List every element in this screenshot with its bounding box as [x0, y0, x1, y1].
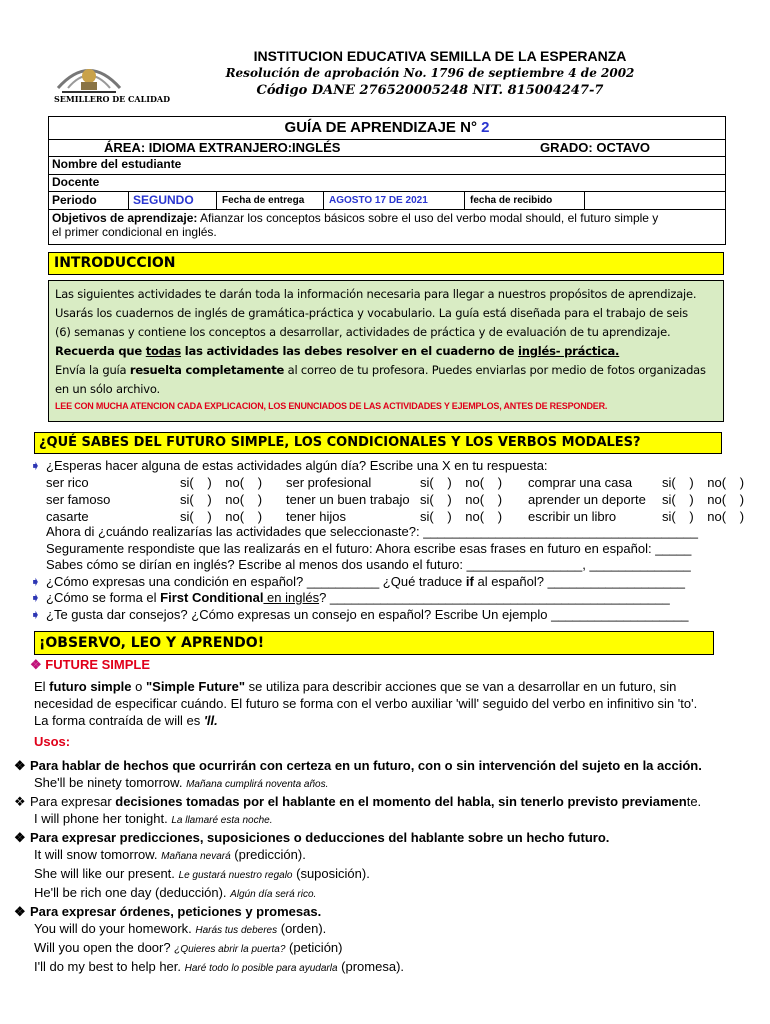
uso-3-example-2: She will like our present. Le gustará nuestro regalo (suposición).: [34, 866, 370, 881]
activities-col-2: ser profesional tener un buen trabajo tener hijos: [286, 475, 410, 524]
usos-list: [14, 757, 754, 977]
quiz-q1: ➧ ¿Esperas hacer alguna de estas actividades algún día? Escribe una X en tu respuesta:: [30, 458, 548, 473]
observo-heading: ¡OBSERVO, LEO Y APRENDO!: [39, 635, 265, 651]
intro-remember: Recuerda que todas las actividades las debes resolver en el cuaderno de inglés- práctica.: [55, 344, 620, 358]
quiz-q3: ➧ ¿Cómo se forma el First Conditional en inglés? _______________________________________________: [30, 590, 670, 605]
intro-warning: LEE CON MUCHA ATENCION CADA EXPLICACION, LOS ENUNCIADOS DE LAS ACTIVIDADES Y EJEMPLOS, ANTES DE RESPONDER.: [55, 401, 608, 411]
arrow-bullet-icon: ➧: [30, 590, 41, 605]
quiz-seguramente: Seguramente respondiste que las realizarás en el futuro: Ahora escribe esas frases en futuro en español: _____: [46, 541, 692, 556]
guide-number: 2: [481, 119, 490, 136]
student-name-label: Nombre del estudiante: [52, 157, 182, 171]
guide-title-cell: [48, 116, 726, 140]
intro-heading: INTRODUCCION: [54, 255, 176, 271]
uso-3-example-1: It will snow tomorrow. Mañana nevará (predicción).: [34, 847, 306, 862]
intro-send: Envía la guía resuelta completamente al correo de tu profesora. Puedes enviarlas por medio de fotos organizadas: [55, 363, 706, 377]
uso-2-example: I will phone her tonight. La llamaré esta noche.: [34, 811, 273, 826]
resolution-line: Resolución de aprobación No. 1796 de septiembre 4 de 2002: [225, 66, 635, 80]
quiz-ahora: Ahora di ¿cuándo realizarías las actividades que seleccionaste?: ______________________________________: [46, 524, 698, 539]
uso-4-example-2: Will you open the door? ¿Quieres abrir la puerta? (petición): [34, 940, 343, 955]
activities-col-2-answers[interactable]: si( ) no( ) si( ) no( ) si( ) no( ): [420, 475, 503, 524]
usos-label: Usos:: [34, 734, 71, 749]
intro-line-3: (6) semanas y contiene los conceptos a desarrollar, actividades de práctica y de evaluación de tu aprendizaje.: [55, 325, 671, 339]
received-date-label: fecha de recibido: [470, 195, 553, 206]
intro-box: [48, 280, 724, 422]
quiz-heading-box: [34, 432, 722, 454]
diamond-bullet-icon: ❖: [14, 758, 26, 773]
uso-4-example-3: I'll do my best to help her. Haré todo lo posible para ayudarla (promesa).: [34, 959, 405, 974]
objectives: Objetivos de aprendizaje: Afianzar los conceptos básicos sobre el uso del verbo modal should, el futuro simple y el primer condicional en inglés.: [52, 211, 659, 239]
intro-line-1: Las siguientes actividades te darán toda la información necesaria para llegar a nuestros propósitos de aprendizaje.: [55, 287, 697, 301]
guide-title: GUÍA DE APRENDIZAJE N°: [284, 119, 477, 136]
diamond-bullet-icon: ❖: [14, 904, 26, 919]
uso-1-example: She'll be ninety tomorrow. Mañana cumplirá noventa años.: [34, 775, 329, 790]
uso-1: ❖ Para hablar de hechos que ocurrirán con certeza en un futuro, con o sin intervención del sujeto en la acción.: [14, 758, 702, 773]
arrow-bullet-icon: ➧: [30, 607, 41, 622]
activities-col-1-answers[interactable]: si( ) no( ) si( ) no( ) si( ) no( ): [180, 475, 263, 524]
future-simple-paragraph: El futuro simple o "Simple Future" se utiliza para describir acciones que se van a desarrollar en un futuro, sin necesidad de especificar cuándo. El futuro se forma con el verbo auxiliar 'will' seguido del verbo en infinitivo sin 'to'. La forma contraída de will es 'll.: [34, 679, 698, 728]
observo-heading-box: [34, 631, 714, 655]
activities-col-3-answers[interactable]: si( ) no( ) si( ) no( ) si( ) no( ): [662, 475, 745, 524]
quiz-heading: ¿QUÉ SABES DEL FUTURO SIMPLE, LOS CONDICIONALES Y LOS VERBOS MODALES?: [39, 435, 641, 450]
area-label: ÁREA: IDIOMA EXTRANJERO:INGLÉS: [104, 140, 341, 155]
teacher-label: Docente: [52, 175, 100, 189]
future-simple-title: ❖ FUTURE SIMPLE: [30, 657, 151, 672]
institution-title: INSTITUCION EDUCATIVA SEMILLA DE LA ESPERANZA: [253, 48, 627, 64]
period-label: Periodo: [52, 193, 97, 207]
arrow-bullet-icon: ➧: [30, 458, 41, 473]
intro-heading-box: [48, 252, 724, 275]
delivery-date-value: AGOSTO 17 DE 2021: [329, 195, 428, 206]
arrow-bullet-icon: ➧: [30, 574, 41, 589]
intro-line-2: Usarás los cuadernos de inglés de gramática-práctica y vocabulario. La guía está diseñada para el trabajo de seis: [55, 306, 688, 320]
quiz-sabes: Sabes cómo se dirían en inglés? Escribe al menos dos usando el futuro: ________________, ______________: [46, 557, 691, 572]
activities-col-3: comprar una casa aprender un deporte escribir un libro: [528, 475, 646, 524]
grade-label: GRADO: OCTAVO: [540, 140, 651, 155]
quiz-q4: ➧ ¿Te gusta dar consejos? ¿Cómo expresas un consejo en español? Escribe Un ejemplo ___________________: [30, 607, 689, 622]
diamond-bullet-icon: ❖: [14, 794, 26, 809]
activities-col-1: ser rico ser famoso casarte: [46, 475, 111, 524]
uso-4: ❖ Para expresar órdenes, peticiones y promesas.: [14, 904, 322, 919]
uso-2: ❖ Para expresar decisiones tomadas por el hablante en el momento del habla, sin tenerlo previsto previamente.: [14, 794, 702, 809]
uso-3-example-3: He'll be rich one day (deducción). Algún día será rico.: [34, 885, 317, 900]
uso-4-example-1: You will do your homework. Harás tus deberes (orden).: [34, 921, 327, 936]
diamond-bullet-icon: ❖: [30, 657, 42, 672]
uso-3: ❖ Para expresar predicciones, suposiciones o deducciones del hablante sobre un hecho futuro.: [14, 830, 610, 845]
diamond-bullet-icon: ❖: [14, 830, 26, 845]
delivery-date-label: Fecha de entrega: [222, 195, 305, 206]
intro-send-2: en un sólo archivo.: [55, 382, 160, 396]
quiz-q2: ➧ ¿Cómo expresas una condición en español? __________ ¿Qué traduce if al español? ___________________: [30, 574, 685, 589]
period-value: SEGUNDO: [133, 193, 194, 207]
logo-caption: SEMILLERO DE CALIDAD: [54, 94, 171, 104]
codes-line: Código DANE 276520005248 NIT. 815004247-7: [256, 83, 604, 98]
